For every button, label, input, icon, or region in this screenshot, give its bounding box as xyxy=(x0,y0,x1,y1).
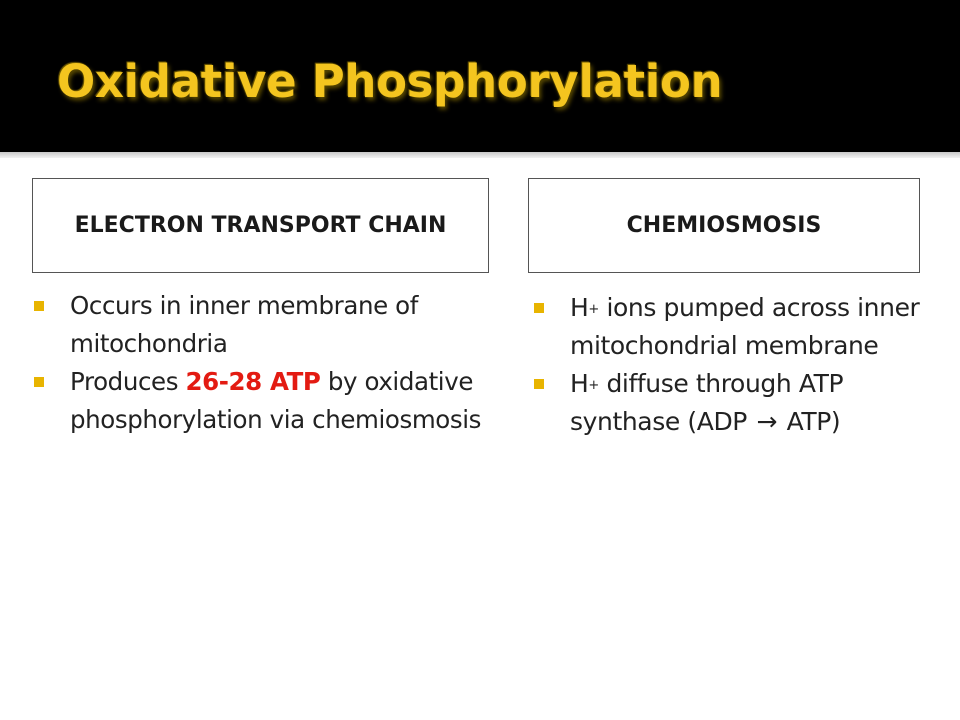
bullet-text-mid: diffuse through ATP synthase (ADP xyxy=(570,369,844,436)
chemiosmosis-header-label: CHEMIOSMOSIS xyxy=(626,212,822,238)
square-bullet-icon xyxy=(534,379,544,389)
bullet-text-pre: H xyxy=(570,369,589,398)
bullet-text: Occurs in inner membrane of mitochondria xyxy=(70,291,418,358)
square-bullet-icon xyxy=(534,303,544,313)
bullet-text-pre: H xyxy=(570,293,589,322)
list-item xyxy=(532,289,927,365)
right-arrow-icon: → xyxy=(756,407,778,436)
chemiosmosis-bullet-list xyxy=(532,289,927,441)
list-item xyxy=(32,363,482,439)
atp-yield-highlight: 26-28 ATP xyxy=(185,367,321,396)
bullet-text-pre: Produces xyxy=(70,367,186,396)
bullet-text-post: by oxidative phosphorylation via chemiosmosis xyxy=(70,367,482,434)
title-divider xyxy=(0,152,960,158)
square-bullet-icon xyxy=(34,301,44,311)
list-item xyxy=(532,365,927,441)
superscript-plus: + xyxy=(588,302,599,317)
superscript-plus: + xyxy=(588,378,599,393)
bullet-text-post: ions pumped across inner mitochondrial membrane xyxy=(570,293,920,360)
etc-bullet-list xyxy=(32,287,482,439)
etc-header-label: ELECTRON TRANSPORT CHAIN xyxy=(74,212,447,238)
bullet-text-post: ATP) xyxy=(779,407,841,436)
chemiosmosis-header-box xyxy=(528,178,920,273)
slide-title: Oxidative Phosphorylation xyxy=(57,55,723,108)
etc-header-box xyxy=(32,178,489,273)
list-item xyxy=(32,287,482,363)
square-bullet-icon xyxy=(34,377,44,387)
